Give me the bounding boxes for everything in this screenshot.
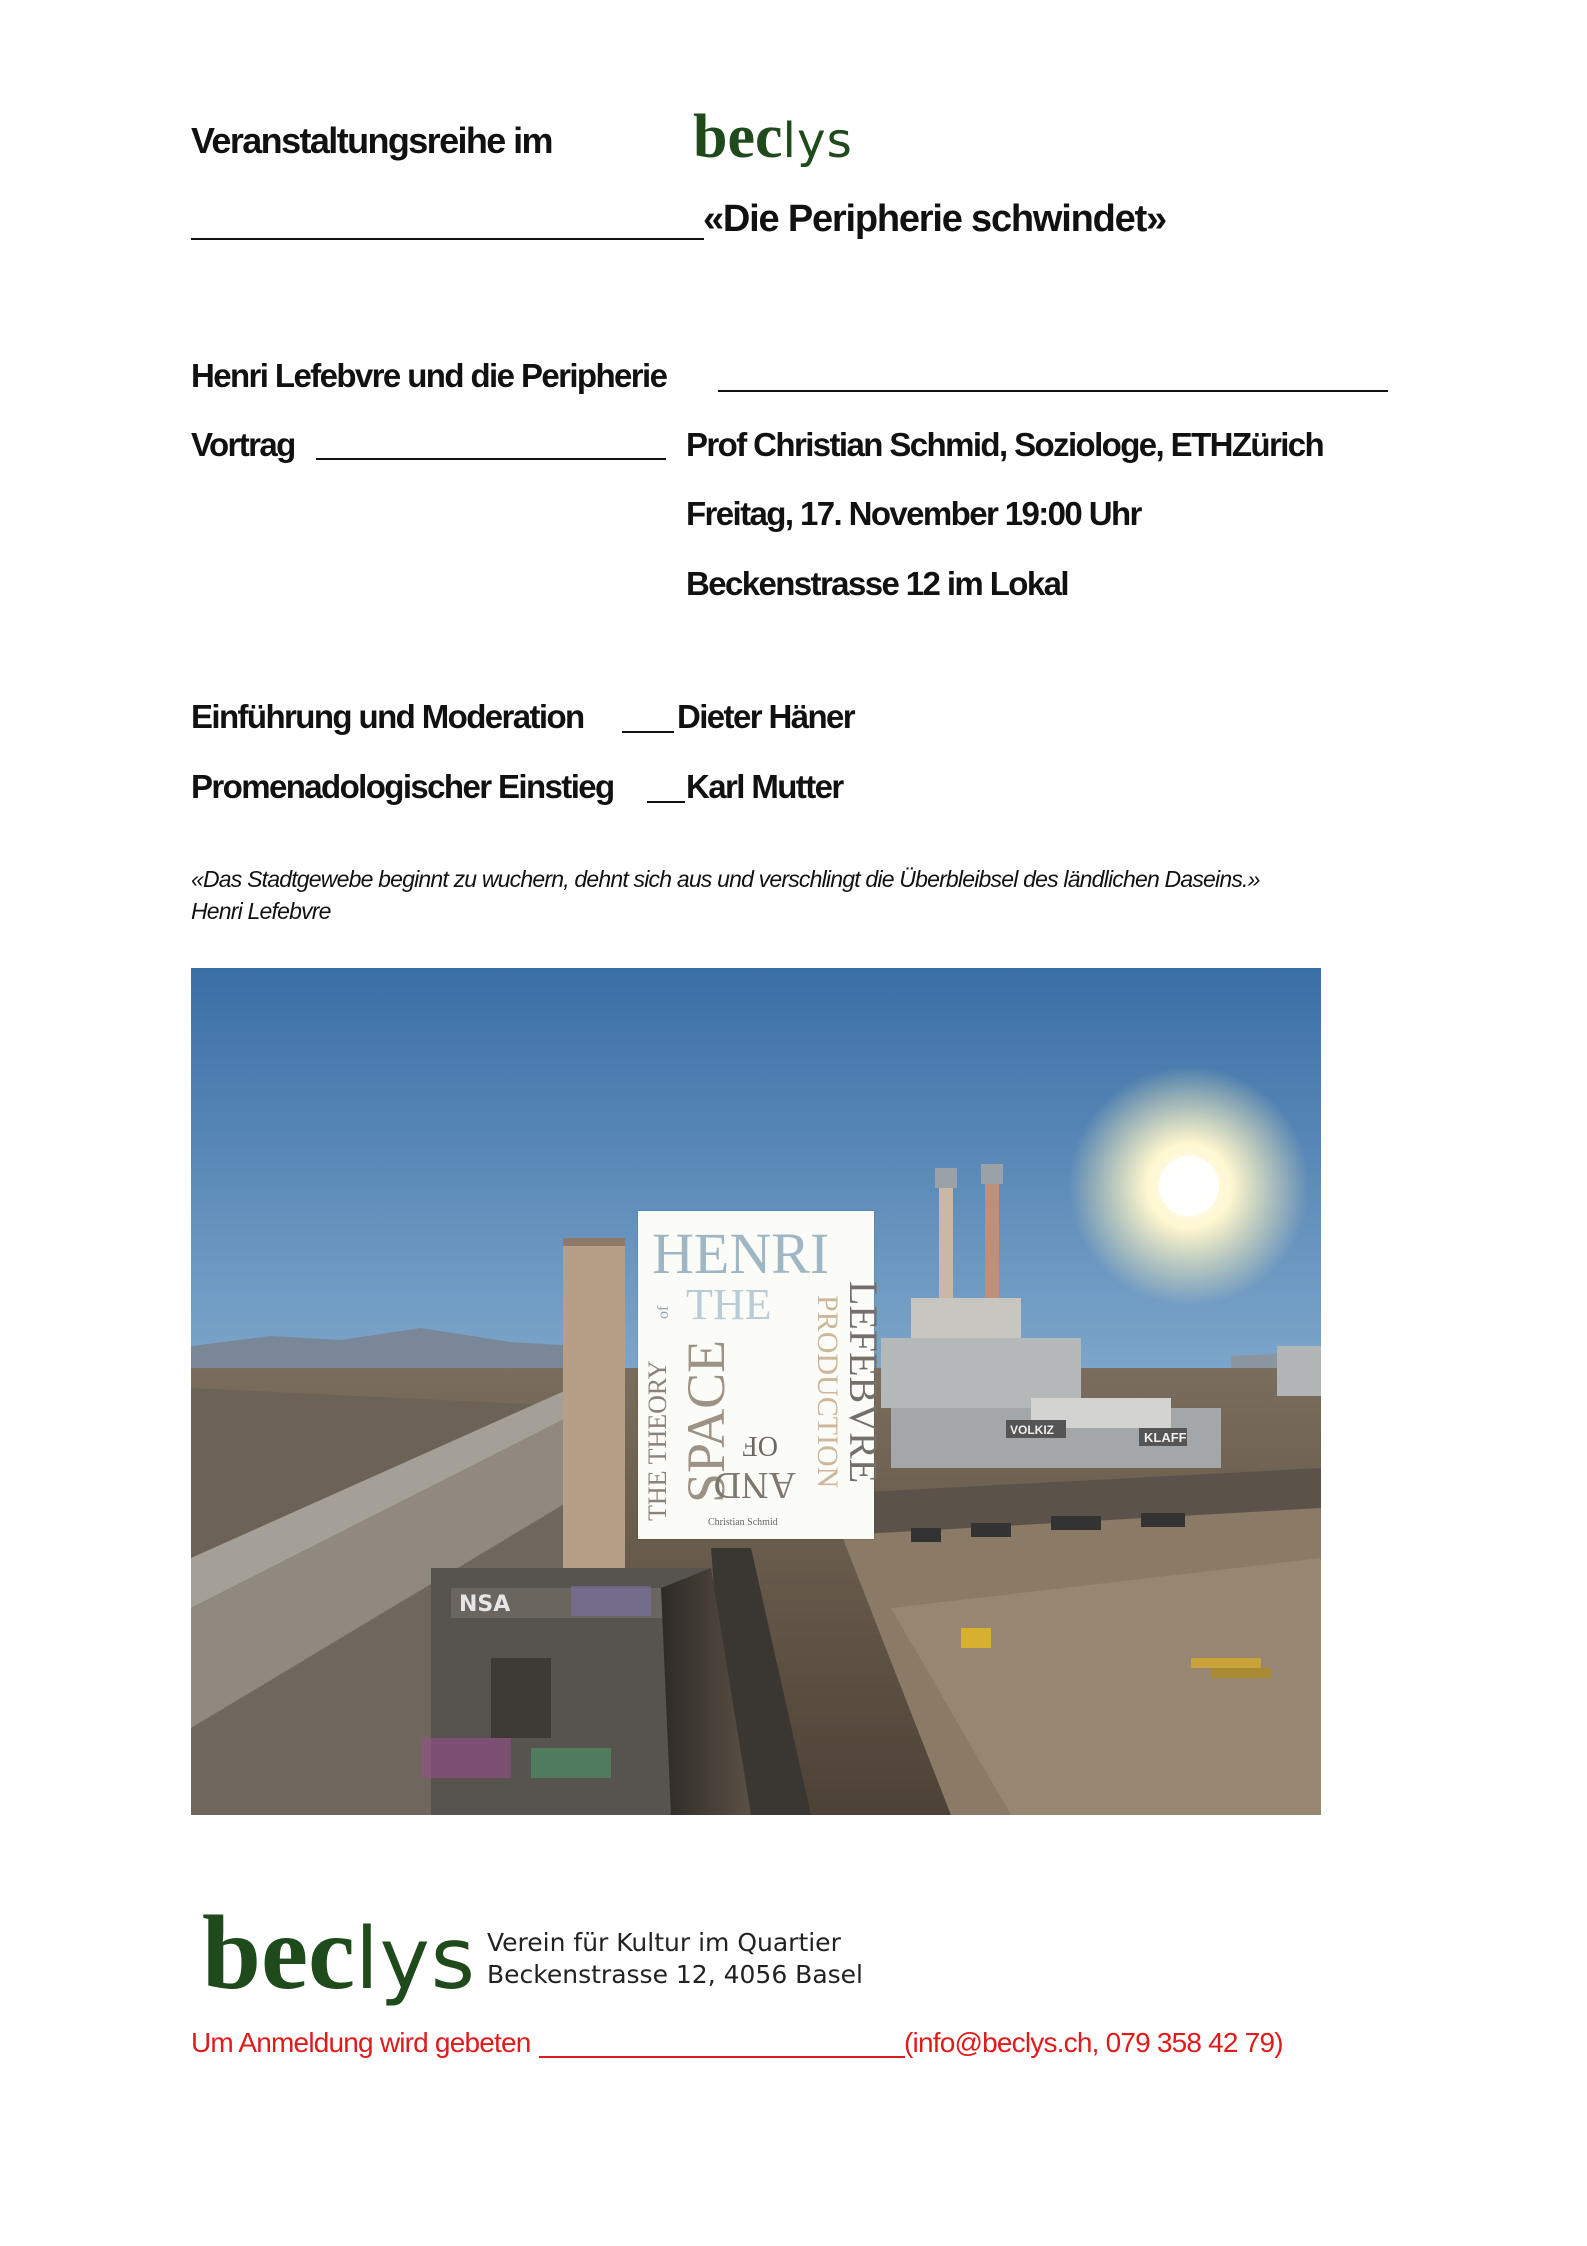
cover-of-upside: OF	[742, 1430, 778, 1461]
org-address: Beckenstrasse 12, 4056 Basel	[487, 1960, 863, 1989]
walk-name: Karl Mutter	[686, 768, 843, 805]
cover-space: SPACE	[676, 1339, 736, 1503]
event-date: Freitag, 17. November 19:00 Uhr	[686, 495, 1141, 532]
cover-author: Christian Schmid	[708, 1517, 778, 1528]
event-location: Beckenstrasse 12 im Lokal	[686, 565, 1068, 602]
walk-rule	[647, 801, 685, 803]
registration-note: Um Anmeldung wird gebeten	[191, 2027, 531, 2058]
cover-and: AND	[713, 1464, 796, 1506]
registration-rule	[539, 2056, 905, 2058]
logo-bold-part: bec	[693, 103, 783, 171]
industrial-photo	[191, 968, 1321, 1815]
intro-name: Dieter Häner	[677, 698, 855, 735]
book-cover	[638, 1211, 886, 1539]
chimney-left	[939, 1168, 953, 1308]
walk-label: Promenadologischer Einstieg	[191, 768, 614, 805]
quote-text: «Das Stadtgewebe beginnt zu wuchern, dehnt sich aus und verschlingt die Überbleibsel des ländlichen Daseins.»	[191, 866, 1260, 892]
title-rule	[191, 238, 704, 240]
intro-label: Einführung und Moderation	[191, 698, 584, 735]
topic-rule	[718, 390, 1388, 392]
cover-theory: THE THEORY	[643, 1360, 672, 1521]
footer-logo-thin: lys	[355, 1909, 476, 2008]
logo-thin-part: lys	[782, 113, 853, 169]
sign-volkiz: VOLKIZ	[1010, 1423, 1054, 1437]
contact-info[interactable]: (info@beclys.ch, 079 358 42 79)	[904, 2027, 1283, 2058]
org-name: Verein für Kultur im Quartier	[487, 1928, 841, 1957]
cover-the: THE	[686, 1280, 772, 1329]
cover-lefebvre: LEFEBVRE	[841, 1281, 886, 1484]
intro-rule	[622, 731, 674, 733]
talk-label: Vortrag	[191, 426, 295, 463]
sign-nsa: NSA	[459, 1592, 511, 1617]
sign-klaff: KLAFF	[1144, 1430, 1187, 1445]
quote-author: Henri Lefebvre	[191, 898, 331, 924]
speaker: Prof Christian Schmid, Soziologe, ETHZürich	[686, 426, 1324, 463]
series-title: «Die Peripherie schwindet»	[703, 198, 1166, 240]
footer-logo-bold: bec	[202, 1894, 356, 2011]
event-topic: Henri Lefebvre und die Peripherie	[191, 357, 667, 394]
cover-production: PRODUCTION	[811, 1295, 844, 1489]
talk-rule	[316, 458, 666, 460]
book-cover-art	[638, 1211, 886, 1539]
chimney-right	[985, 1164, 999, 1308]
beclys-logo-footer	[202, 1893, 476, 2019]
beclys-logo-header	[693, 102, 853, 176]
series-label: Veranstaltungsreihe im	[191, 120, 552, 161]
cover-henri: HENRI	[652, 1221, 830, 1286]
cover-of: of	[655, 1305, 672, 1319]
